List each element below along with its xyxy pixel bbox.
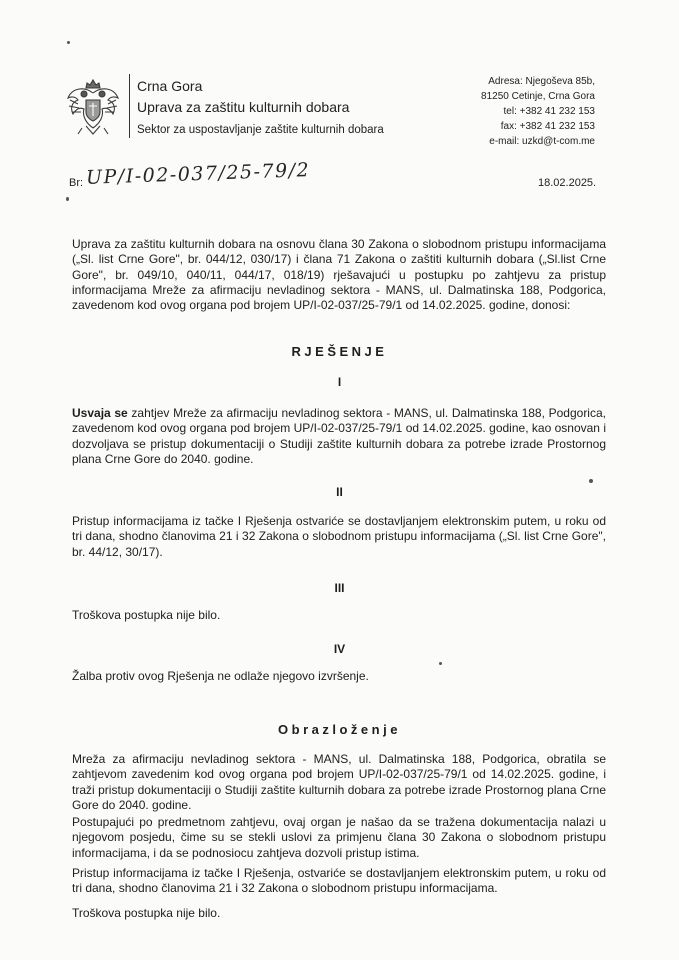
header-divider — [129, 74, 130, 138]
decision-title: RJEŠENJE — [291, 344, 388, 359]
section-lead: Usvaja se — [72, 406, 128, 420]
scan-speck — [589, 479, 593, 483]
reasoning-paragraph: Troškova postupka nije bilo. — [72, 906, 221, 920]
section-body: zahtjev Mreže za afirmaciju nevladinog sektora - MANS, ul. Dalmatinska 188, Podgorica, zavedenom kod ovog organa pod brojem UP/I-02-037/25-79/1 od 14.02.2025. godine, kao osnovan i dozvoljava se pristup dokumentaciji o Studiji zaštite kulturnih dobara za potrebe izrade Prostornog plana Crne Gore do 2040. godine. — [72, 406, 606, 466]
fax-line: fax: +382 41 232 153 — [500, 121, 595, 132]
reasoning-paragraph: Mreža za afirmaciju nevladinog sektora - MANS, ul. Dalmatinska 188, Podgorica, obratila se zahtjevom zavedenim kod ovog organa pod brojem UP/I-02-037/25-79/1 od 14.02.2025. godine, i traži pristup dokumentaciji o Studiji zaštite kulturnih dobara za potrebe izrade Prostornog plana Crne Gore do 2040. godine. — [72, 752, 606, 812]
scan-speck — [439, 662, 442, 665]
section-numeral: IV — [333, 642, 346, 656]
org-name: Uprava za zaštitu kulturnih dobara — [137, 99, 350, 115]
intro-paragraph: Uprava za zaštitu kulturnih dobara na osnovu člana 30 Zakona o slobodnom pristupu informacijama („Sl. list Crne Gore", br. 044/12, 030/17) i člana 71 Zakona o zaštiti kulturnih dobara („Sl.list Crne Gore", br. 049/10, 040/11, 044/17, 018/19) rješavajući u postupku po zahtjevu za pristup informacijama Mreže za afirmaciju nevladinog sektora - MANS, ul. Dalmatinska 188, Podgorica, zavedenom kod ovog organa pod brojem UP/I-02-037/25-79/1 od 14.02.2025. godine, donosi: — [72, 237, 606, 313]
scan-speck — [67, 41, 70, 44]
org-sector: Sektor za uspostavljanje zaštite kulturnih dobara — [137, 124, 384, 136]
section-text — [72, 406, 606, 467]
phone-line: tel: +382 41 232 153 — [503, 106, 595, 117]
reference-label: Br: — [69, 177, 84, 189]
reasoning-title: Obrazloženje — [278, 722, 401, 737]
coat-of-arms-icon — [64, 76, 122, 138]
document-date: 18.02.2025. — [538, 177, 597, 189]
reasoning-paragraph: Postupajući po predmetnom zahtjevu, ovaj organ je našao da se tražena dokumentacija nalazi u njegovom posjedu, čime su se stekli uslovi za primjenu člana 30 Zakona o slobodnom pristupu informacijama, i da se podnosiocu zahtjeva dozvoli pristup istima. — [72, 815, 606, 860]
scan-speck — [66, 197, 69, 201]
reference-number: UP/I-02-037/25-79/2 — [85, 159, 311, 189]
email-line: e-mail: uzkd@t-com.me — [489, 136, 595, 147]
org-country: Crna Gora — [137, 78, 203, 94]
address-line: 81250 Cetinje, Crna Gora — [481, 91, 595, 102]
section-text: Žalba protiv ovog Rješenja ne odlaže njegovo izvršenje. — [72, 669, 369, 683]
address-line: Adresa: Njegoševa 85b, — [488, 76, 595, 87]
reasoning-paragraph: Pristup informacijama iz tačke I Rješenja, ostvariće se dostavljanjem elektronskim putem, u roku od tri dana, shodno članovima 21 i 32 Zakona o slobodnom pristupu informacijama. — [72, 866, 606, 896]
section-text: Pristup informacijama iz tačke I Rješenja ostvariće se dostavljanjem elektronskim putem, u roku od tri dana, shodno članovima 21 i 32 Zakona o slobodnom pristupu informacijama („Sl. list Crne Gore", br. 44/12, 30/17). — [72, 514, 606, 559]
section-numeral: I — [337, 375, 342, 389]
section-numeral: II — [336, 485, 343, 499]
section-numeral: III — [334, 581, 345, 595]
section-text: Troškova postupka nije bilo. — [72, 608, 221, 622]
